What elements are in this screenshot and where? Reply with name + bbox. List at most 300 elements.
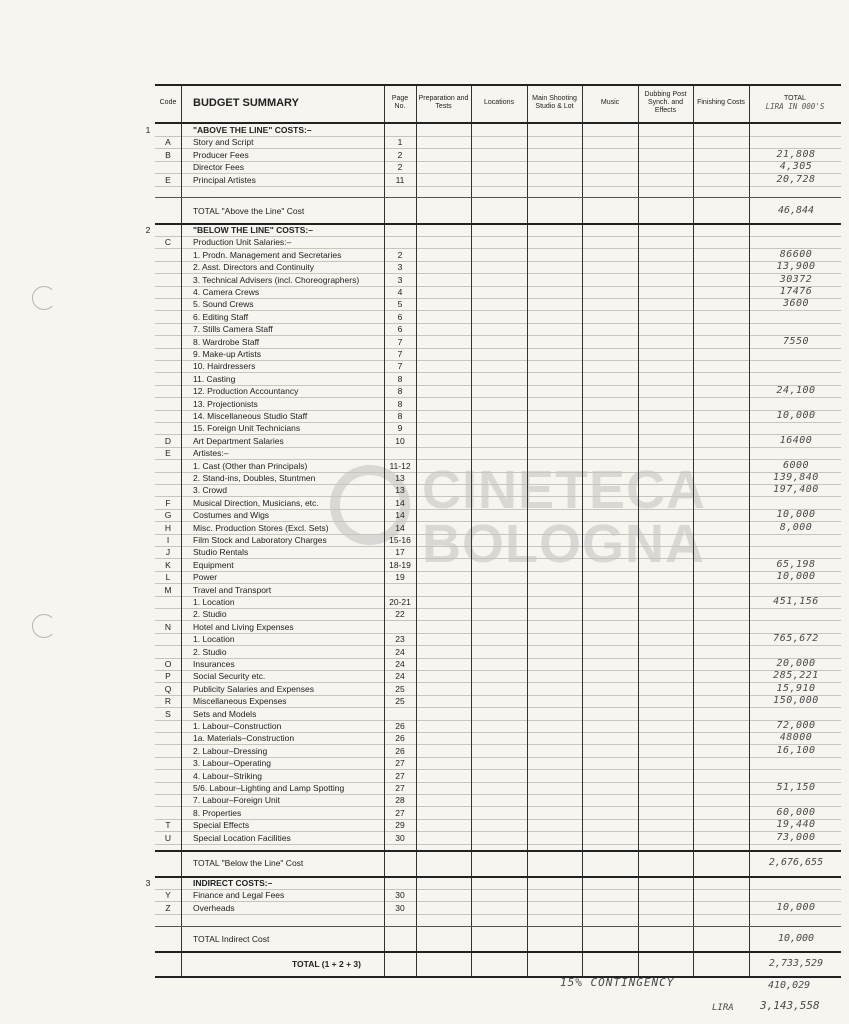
row-description: Equipment	[193, 559, 234, 570]
table-row	[155, 385, 841, 397]
row-rule	[155, 397, 841, 398]
row-page: 27	[395, 770, 405, 781]
row-total: 10,000	[776, 901, 816, 913]
row-total: 15,910	[776, 682, 816, 694]
row-rule	[155, 831, 841, 832]
row-total: 65,198	[776, 558, 816, 570]
row-description: Film Stock and Laboratory Charges	[193, 535, 327, 545]
row-rule	[155, 608, 841, 609]
row-total: 765,672	[773, 633, 819, 645]
row-rule	[155, 310, 841, 311]
column-rule	[638, 84, 639, 977]
row-total: 51,150	[776, 782, 816, 793]
row-page: 7	[397, 336, 403, 347]
table-row	[155, 902, 841, 914]
row-total: 285,221	[773, 670, 819, 682]
column-rule	[749, 84, 750, 977]
row-description: Travel and Transport	[193, 584, 272, 595]
table-row	[155, 422, 841, 434]
row-code: A	[165, 137, 171, 148]
row-rule	[155, 173, 841, 174]
table-row	[155, 298, 841, 310]
row-page: 2	[397, 162, 403, 173]
row-description: 9. Make-up Artists	[193, 349, 262, 359]
row-page: 15-16	[389, 535, 411, 545]
row-page: 8	[397, 398, 403, 409]
table-row	[155, 410, 841, 422]
final-label: LIRA	[712, 1003, 734, 1013]
row-code: O	[164, 659, 172, 669]
row-page: 23	[395, 634, 405, 645]
row-page: 13	[395, 485, 405, 496]
row-description: Producer Fees	[193, 149, 249, 160]
table-row	[155, 174, 841, 186]
table-row	[155, 683, 841, 695]
row-rule	[155, 261, 841, 262]
row-page: 11	[395, 174, 405, 185]
above-total-value: 46,844	[777, 205, 815, 216]
row-total: 86600	[779, 248, 813, 260]
row-description: Social Security etc.	[193, 671, 266, 682]
row-description: 2. Studio	[193, 646, 227, 657]
row-rule	[155, 496, 841, 497]
row-description: 13. Projectionists	[193, 398, 258, 409]
table-row	[155, 571, 841, 583]
row-rule	[155, 707, 841, 708]
row-code: B	[165, 149, 171, 160]
column-rule	[582, 84, 583, 977]
table-row	[155, 136, 841, 148]
table-row	[155, 608, 841, 620]
row-total: 20,728	[776, 173, 816, 185]
row-code: Y	[165, 890, 171, 901]
row-description: 7. Labour–Foreign Unit	[193, 795, 280, 806]
row-page: 26	[395, 733, 405, 744]
row-code: P	[165, 671, 171, 682]
row-total: 24,100	[776, 385, 816, 397]
row-description: Miscellaneous Expenses	[193, 696, 287, 707]
row-page: 24	[395, 646, 405, 657]
row-code: D	[164, 435, 172, 446]
header-code: Code	[159, 99, 177, 106]
row-rule	[155, 645, 841, 646]
row-total: 7550	[782, 335, 810, 347]
row-page: 26	[395, 721, 405, 731]
row-page: 22	[395, 609, 405, 620]
table-row	[155, 646, 841, 658]
row-rule	[155, 794, 841, 795]
row-rule	[155, 633, 841, 634]
row-description: Principal Artistes	[193, 174, 256, 185]
column-rule	[693, 84, 694, 977]
row-rule	[155, 447, 841, 448]
row-rule	[155, 410, 841, 411]
row-code: E	[165, 448, 171, 459]
table-row	[155, 472, 841, 484]
table-row	[155, 360, 841, 372]
row-page: 7	[397, 349, 403, 359]
row-page: 6	[397, 324, 403, 335]
section-number: 3	[145, 878, 151, 888]
table-row	[155, 794, 841, 806]
row-code: G	[164, 510, 172, 521]
row-page: 8	[397, 411, 403, 421]
row-total: 10,000	[776, 571, 816, 583]
punch-hole-bottom	[32, 614, 56, 638]
column-rule	[416, 84, 417, 977]
table-row	[155, 249, 841, 261]
row-page: 27	[395, 758, 405, 769]
table-row	[155, 509, 841, 521]
table-row	[155, 522, 841, 534]
indirect-total-label: TOTAL Indirect Cost	[193, 934, 270, 944]
table-row	[155, 757, 841, 769]
row-page: 11-12	[389, 460, 411, 471]
row-total: 150,000	[773, 695, 819, 707]
row-page: 3	[397, 262, 403, 273]
table-row	[155, 236, 841, 248]
below-total-value: 2,676,655	[768, 857, 824, 868]
row-description: 4. Labour–Striking	[193, 770, 262, 781]
row-code: H	[164, 522, 172, 533]
row-page: 17	[395, 547, 405, 558]
row-description: INDIRECT COSTS:–	[193, 878, 273, 888]
grand-total-value: 2,733,529	[768, 958, 824, 969]
row-page: 2	[397, 249, 403, 260]
row-rule	[155, 695, 841, 696]
row-description: 6. Editing Staff	[193, 311, 249, 322]
table-row	[155, 497, 841, 509]
table-row	[155, 658, 841, 670]
row-total: 16400	[779, 434, 813, 446]
table-row	[145, 224, 841, 236]
row-page: 24	[395, 671, 405, 682]
column-rule	[471, 84, 472, 977]
table-row	[155, 770, 841, 782]
row-total: 197,400	[773, 484, 819, 496]
row-page: 7	[397, 361, 403, 372]
row-code: F	[165, 497, 171, 508]
row-description: 1. Location	[193, 634, 235, 645]
table-row	[155, 447, 841, 459]
row-code: I	[166, 535, 170, 545]
row-total: 451,156	[773, 596, 819, 607]
row-rule	[155, 161, 841, 162]
row-code: Z	[165, 902, 171, 913]
row-rule	[155, 472, 841, 473]
row-rule	[155, 148, 841, 149]
section-rule	[155, 876, 841, 878]
row-rule	[155, 186, 841, 187]
row-total: 13,900	[776, 261, 816, 273]
header-music: Music	[600, 99, 620, 106]
row-code: S	[165, 708, 171, 719]
row-description: 11. Casting	[193, 373, 236, 384]
header-total-unit: LIRA IN 000'S	[765, 102, 825, 111]
row-rule	[155, 248, 841, 249]
row-rule	[155, 583, 841, 584]
row-description: 5. Sound Crews	[193, 299, 254, 310]
row-total: 16,100	[776, 744, 816, 756]
subtotal-rule	[155, 197, 841, 198]
contingency-label: 15% CONTINGENCY	[560, 976, 675, 989]
row-total: 3600	[782, 298, 810, 310]
row-page: 30	[395, 832, 405, 843]
row-page: 13	[395, 473, 405, 483]
row-description: 1a. Materials–Construction	[193, 733, 295, 744]
row-rule	[155, 769, 841, 770]
row-total: 21,808	[776, 148, 816, 160]
table-row	[155, 348, 841, 360]
table-row	[155, 534, 841, 546]
section-rule	[155, 850, 841, 852]
row-description: 2. Stand-ins, Doubles, Stuntmen	[193, 473, 316, 483]
row-rule	[155, 236, 841, 237]
header-total	[749, 84, 841, 122]
indirect-total-row	[155, 926, 841, 952]
contingency-value: 410,029	[768, 980, 811, 991]
indirect-total-value: 10,000	[777, 933, 815, 944]
table-row	[145, 124, 841, 136]
table-row	[155, 559, 841, 571]
table-row	[155, 484, 841, 496]
row-rule	[155, 335, 841, 336]
row-page: 10	[395, 435, 405, 446]
row-page: 30	[395, 902, 405, 913]
header-title: BUDGET SUMMARY	[193, 97, 299, 109]
row-rule	[155, 782, 841, 783]
row-page: 26	[395, 745, 405, 756]
header-total-label: TOTAL	[784, 95, 806, 102]
table-row	[155, 621, 841, 633]
row-total: 72,000	[776, 720, 816, 731]
table-row	[155, 149, 841, 161]
table-row	[155, 398, 841, 410]
punch-hole-top	[32, 286, 56, 310]
table-row	[155, 819, 841, 831]
section-rule	[155, 976, 841, 978]
row-rule	[155, 844, 841, 845]
row-page: 27	[395, 807, 405, 818]
row-rule	[155, 459, 841, 460]
row-description: Director Fees	[193, 162, 245, 173]
row-code: R	[164, 696, 172, 707]
row-page: 4	[397, 287, 403, 297]
subtotal-rule	[155, 926, 841, 927]
row-code: C	[164, 237, 172, 248]
budget-summary-table	[145, 84, 841, 977]
table-row	[155, 708, 841, 720]
row-description: Production Unit Salaries:–	[193, 237, 292, 248]
row-description: Art Department Salaries	[193, 435, 284, 446]
table-row	[155, 261, 841, 273]
row-rule	[155, 521, 841, 522]
row-description: Studio Rentals	[193, 547, 249, 558]
row-code: Q	[164, 683, 172, 694]
row-rule	[155, 136, 841, 137]
row-rule	[155, 372, 841, 373]
row-description: Publicity Salaries and Expenses	[193, 683, 314, 694]
row-page: 1	[397, 137, 403, 148]
row-rule	[155, 360, 841, 361]
row-description: "ABOVE THE LINE" COSTS:–	[193, 125, 312, 135]
row-description: Special Location Facilities	[193, 832, 291, 843]
row-rule	[155, 558, 841, 559]
row-rule	[155, 620, 841, 621]
row-rule	[155, 484, 841, 485]
row-total: 60,000	[776, 806, 816, 818]
row-page: 25	[395, 696, 405, 707]
row-description: 2. Studio	[193, 609, 227, 620]
row-page: 27	[395, 783, 405, 793]
row-total: 20,000	[776, 658, 816, 669]
row-rule	[155, 546, 841, 547]
row-description: Special Effects	[193, 820, 250, 831]
row-description: 8. Properties	[193, 807, 242, 818]
row-description: 1. Cast (Other than Principals)	[193, 460, 308, 471]
header-preparation: Preparation and Tests	[418, 95, 469, 110]
section-rule	[155, 951, 841, 953]
table-row	[155, 782, 841, 794]
row-total: 10,000	[776, 509, 816, 521]
row-rule	[155, 596, 841, 597]
row-rule	[155, 323, 841, 324]
row-code: J	[165, 547, 171, 558]
row-page: 30	[395, 890, 405, 901]
row-rule	[155, 385, 841, 386]
row-page: 9	[397, 423, 403, 434]
row-page: 25	[395, 683, 405, 694]
row-description: 12. Production Accountancy	[193, 386, 299, 397]
row-page: 3	[397, 274, 403, 285]
row-rule	[155, 670, 841, 671]
column-rule	[527, 84, 528, 977]
table-row	[155, 633, 841, 645]
row-rule	[155, 914, 841, 915]
table-row	[155, 720, 841, 732]
row-description: 3. Labour–Operating	[193, 758, 271, 769]
row-rule	[155, 534, 841, 535]
row-description: 3. Crowd	[193, 485, 228, 496]
row-description: Hotel and Living Expenses	[193, 621, 294, 632]
row-description: Power	[193, 572, 218, 583]
header-dubbing: Dubbing Post Synch. and Effects	[644, 91, 687, 114]
watermark-line2: BOLOGNA	[422, 514, 705, 574]
row-code: K	[165, 559, 171, 570]
table-row	[155, 336, 841, 348]
row-page: 6	[397, 311, 403, 322]
row-description: 4. Camera Crews	[193, 287, 260, 297]
row-page: 29	[395, 820, 405, 831]
section-rule	[155, 84, 841, 86]
table-row	[155, 286, 841, 298]
row-rule	[155, 806, 841, 807]
row-description: Overheads	[193, 902, 235, 913]
row-code: U	[164, 832, 172, 843]
row-description: 15. Foreign Unit Technicians	[193, 423, 301, 434]
table-row	[155, 546, 841, 558]
row-description: 1. Prodn. Management and Secretaries	[193, 249, 342, 260]
table-row	[155, 695, 841, 707]
row-rule	[155, 682, 841, 683]
table-row	[145, 877, 841, 889]
row-rule	[155, 509, 841, 510]
row-page: 5	[397, 299, 403, 310]
above-total-row	[155, 198, 841, 224]
table-row	[155, 274, 841, 286]
row-description: Costumes and Wigs	[193, 510, 270, 521]
watermark-line1: CINETECA	[422, 460, 707, 520]
row-description: 8. Wardrobe Staff	[193, 336, 260, 347]
row-rule	[155, 720, 841, 721]
row-page: 14	[395, 497, 405, 508]
row-description: 2. Asst. Directors and Continuity	[193, 262, 314, 273]
section-number: 2	[145, 225, 151, 235]
row-description: 5/6. Labour–Lighting and Lamp Spotting	[193, 783, 345, 793]
final-value: 3,143,558	[760, 999, 820, 1012]
table-row	[155, 373, 841, 385]
row-total: 19,440	[776, 819, 816, 831]
row-total: 73,000	[776, 831, 816, 843]
row-description: Misc. Production Stores (Excl. Sets)	[193, 522, 329, 533]
row-description: 7. Stills Camera Staff	[193, 324, 273, 335]
row-description: Artistes:–	[193, 448, 229, 459]
row-total: 6000	[782, 459, 810, 471]
row-rule	[155, 348, 841, 349]
row-description: Finance and Legal Fees	[193, 890, 285, 901]
row-total: 8,000	[779, 521, 813, 533]
row-total: 48000	[779, 732, 813, 744]
row-description: Sets and Models	[193, 708, 257, 719]
above-total-label: TOTAL "Above the Line" Cost	[193, 206, 305, 216]
row-code: M	[164, 584, 172, 595]
section-number: 1	[145, 125, 151, 135]
section-rule	[155, 122, 841, 124]
grand-total-label: TOTAL (1 + 2 + 3)	[292, 959, 361, 969]
table-row	[155, 670, 841, 682]
row-rule	[155, 422, 841, 423]
row-description: 2. Labour–Dressing	[193, 745, 268, 756]
row-description: Story and Script	[193, 137, 254, 148]
row-page: 14	[395, 522, 405, 533]
row-rule	[155, 889, 841, 890]
header-locations: Locations	[484, 99, 514, 106]
row-rule	[155, 901, 841, 902]
row-page: 28	[395, 795, 405, 806]
table-row	[155, 596, 841, 608]
row-rule	[155, 744, 841, 745]
table-row	[155, 889, 841, 901]
row-description: 10. Hairdressers	[193, 361, 256, 372]
table-row	[155, 584, 841, 596]
table-row	[155, 745, 841, 757]
row-code: N	[164, 621, 172, 632]
row-page: 18-19	[389, 559, 411, 570]
row-total: 10,000	[776, 410, 816, 421]
section-rule	[155, 223, 841, 225]
row-rule	[155, 273, 841, 274]
table-row	[155, 323, 841, 335]
table-row	[155, 807, 841, 819]
table-row	[155, 311, 841, 323]
header-finishing: Finishing Costs	[697, 99, 745, 106]
header-page: Page No.	[391, 95, 409, 110]
row-code: E	[165, 174, 171, 185]
row-total: 4,305	[779, 161, 813, 173]
row-rule	[155, 757, 841, 758]
table-row	[155, 832, 841, 844]
row-description: Insurances	[193, 659, 235, 669]
